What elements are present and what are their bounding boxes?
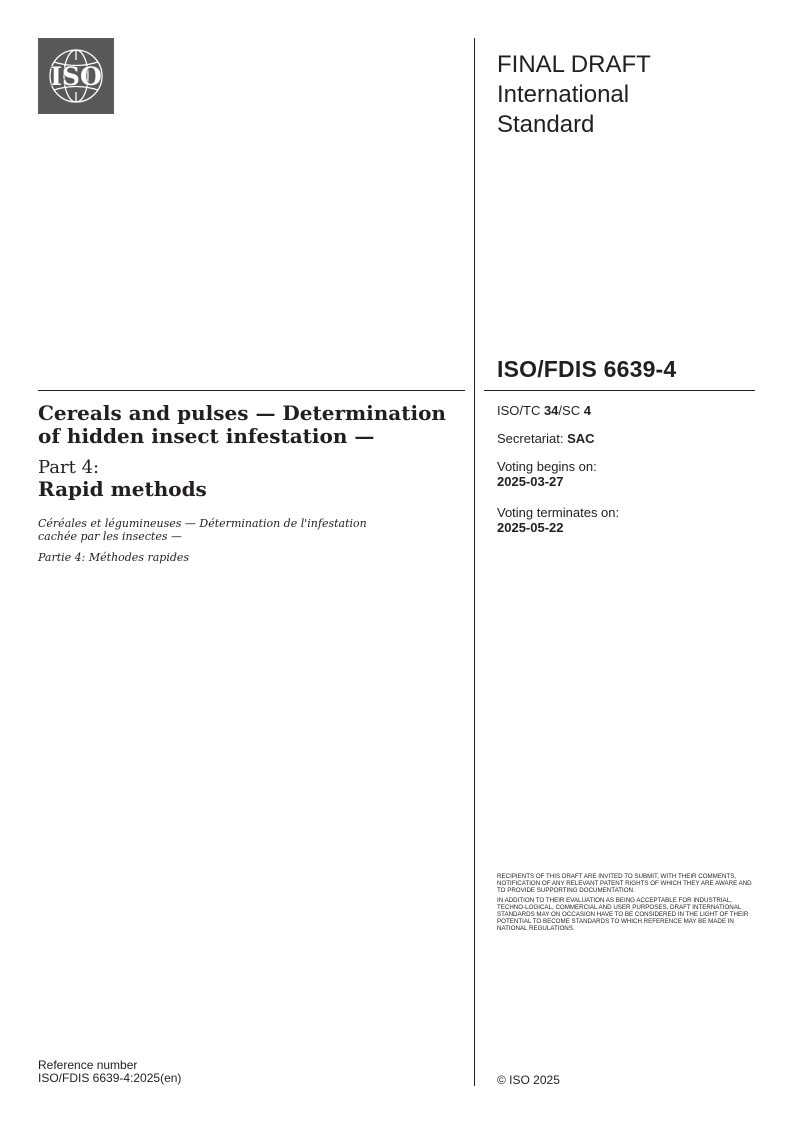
draft-notice	[497, 873, 755, 935]
draft-line-3: Standard	[497, 111, 595, 138]
reference-value: ISO/FDIS 6639-4:2025(en)	[38, 1071, 182, 1085]
notice-paragraph-1: RECIPIENTS OF THIS DRAFT ARE INVITED TO SUBMIT, WITH THEIR COMMENTS, NOTIFICATION OF ANY RELEVANT PATENT RIGHTS OF WHICH THEY ARE AWARE AND TO PROVIDE SUPPORTING DOCUMENTATION.	[497, 873, 752, 894]
part-title: Rapid methods	[38, 477, 207, 501]
voting-begins-label: Voting begins on:	[497, 459, 597, 474]
reference-number	[38, 1059, 181, 1085]
main-title: Cereals and pulses — Determination of hidden insect infestation —	[38, 401, 446, 448]
secretariat	[497, 431, 595, 446]
sc-prefix: /SC	[558, 403, 584, 418]
voting-ends-date: 2025-05-22	[497, 520, 564, 535]
standard-number: ISO/FDIS 6639-4	[497, 356, 677, 382]
secretariat-value: SAC	[567, 431, 595, 446]
french-part-title: Partie 4: Méthodes rapides	[38, 551, 190, 564]
tc-number: 34	[543, 403, 559, 418]
copyright: © ISO 2025	[497, 1073, 560, 1087]
french-title: Céréales et légumineuses — Détermination de l'infestation cachée par les insectes —	[38, 517, 367, 543]
voting-begins-date: 2025-03-27	[497, 474, 564, 489]
draft-line-1: FINAL DRAFT	[497, 51, 651, 78]
iso-logo	[38, 38, 114, 114]
committee	[497, 403, 591, 418]
title-block	[38, 402, 458, 564]
globe-icon	[38, 38, 114, 114]
title-rule	[38, 390, 465, 391]
sc-number: 4	[583, 403, 591, 418]
draft-line-2: International	[497, 81, 630, 108]
draft-title	[497, 50, 651, 140]
logo-text: ISO	[50, 62, 102, 91]
part-label: Part 4:	[38, 457, 100, 478]
number-rule	[484, 390, 755, 391]
voting-begins	[497, 459, 597, 489]
committee-prefix: ISO/TC	[497, 403, 544, 418]
secretariat-label: Secretariat:	[497, 431, 568, 446]
voting-ends	[497, 505, 619, 535]
reference-label: Reference number	[38, 1058, 138, 1072]
column-divider	[474, 38, 475, 1086]
notice-paragraph-2: IN ADDITION TO THEIR EVALUATION AS BEING ACCEPTABLE FOR INDUSTRIAL, TECHNO-LOGICAL, COMMERCIAL AND USER PURPOSES, DRAFT INTERNATIONAL STANDARDS MAY ON OCCASION HAVE TO BE CONSIDERED IN THE LIGHT OF THEIR POTENTIAL TO BECOME STANDARDS TO WHICH REFERENCE MAY BE MADE IN NATIONAL REGULATIONS.	[497, 897, 749, 932]
voting-ends-label: Voting terminates on:	[497, 505, 620, 520]
